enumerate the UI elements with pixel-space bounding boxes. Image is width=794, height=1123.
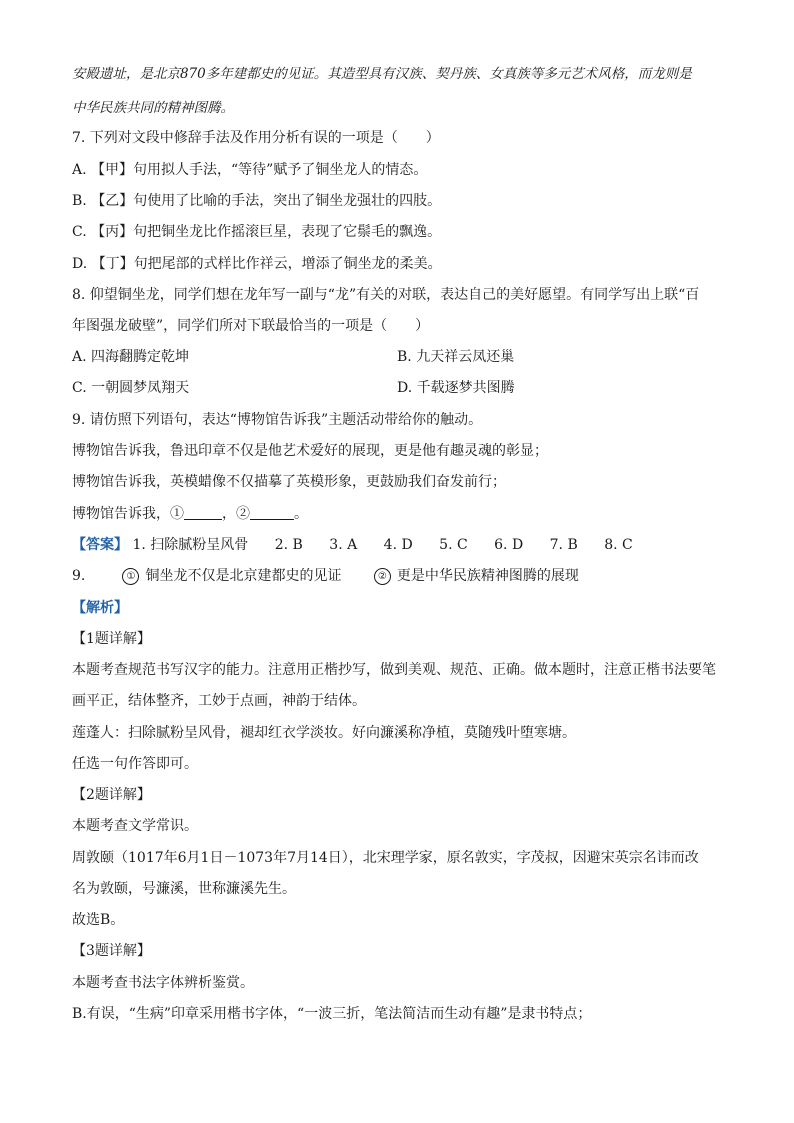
- q8-stem-1: 8. 仰望铜坐龙，同学们想在龙年写一副与“龙”有关的对联，表达自己的美好愿望。有同学写出上联“百: [72, 287, 700, 303]
- answer-item: 5. C: [439, 537, 468, 553]
- q7-option-a: A. 【甲】句用拟人手法，“等待”赋予了铜坐龙人的情态。: [72, 162, 428, 178]
- q9-blank-2: [250, 505, 294, 520]
- section-2-para-4: 故选B。: [72, 912, 125, 928]
- section-1-para-1: 本题考查规范书写汉字的能力。注意用正楷抄写，做到美观、规范、正确。做本题时，注意正楷书法要笔: [72, 662, 716, 678]
- answer-item: 7. B: [549, 537, 578, 553]
- answer-9-label: 9.: [72, 568, 86, 584]
- section-1-para-3: 莲蓬人：扫除腻粉呈风骨，褪却红衣学淡妆。好向濂溪称净植，莫随残叶堕寒塘。: [72, 725, 576, 741]
- q8-options-row-2: [72, 378, 722, 398]
- answer-line: [72, 535, 655, 555]
- answer-item: 1. 扫除腻粉呈风骨: [132, 537, 249, 553]
- q8-option-c: C. 一朝圆梦凤翔天: [72, 380, 190, 396]
- answer-item: 6. D: [494, 537, 524, 553]
- q7-option-d: D. 【丁】句把尾部的式样比作祥云，增添了铜坐龙的柔美。: [72, 256, 442, 272]
- q9-blank-1: [184, 505, 222, 520]
- section-2-para-3: 名为敦颐，号濂溪，世称濂溪先生。: [72, 881, 296, 897]
- section-3-para-1: 本题考查书法字体辨析鉴赏。: [72, 975, 254, 991]
- section-3-para-2: B.有误，“生病”印章采用楷书字体，“一波三折，笔法简洁而生动有趣”是隶书特点；: [72, 1006, 592, 1022]
- answer-item: 4. D: [383, 537, 413, 553]
- q8-stem-2: 年图强龙破壁”，同学们所对下联最恰当的一项是（ ）: [72, 318, 430, 334]
- answer-tag: 【答案】: [72, 537, 128, 553]
- section-2-heading: 【2题详解】: [72, 787, 151, 803]
- q9-fill-mid: ，②: [222, 506, 250, 522]
- section-1-heading: 【1题详解】: [72, 631, 151, 647]
- q8-option-a: A. 四海翻腾定乾坤: [72, 349, 190, 365]
- q7-option-b: B. 【乙】句使用了比喻的手法，突出了铜坐龙强壮的四肢。: [72, 193, 442, 209]
- q9-example-1: 博物馆告诉我，鲁迅印章不仅是他艺术爱好的展现，更是他有趣灵魂的彰显；: [72, 443, 548, 459]
- answer-9-marker-2: ②: [374, 568, 391, 585]
- answer-item: 8. C: [604, 537, 633, 553]
- intro-line-1: 安殿遗址，是北京870多年建都史的见证。其造型具有汉族、契丹族、女真族等多元艺术风格，而龙则是: [72, 66, 692, 82]
- section-1-para-2: 画平正，结体整齐，工妙于点画，神韵于结体。: [72, 693, 366, 709]
- q7-stem: 7. 下列对文段中修辞手法及作用分析有误的一项是（ ）: [72, 130, 440, 146]
- answer-9-part-1: 铜坐龙不仅是北京建都史的见证: [145, 568, 342, 584]
- answer-9-marker-1: ①: [122, 568, 139, 585]
- section-1-para-4: 任选一句作答即可。: [72, 756, 198, 772]
- section-3-heading: 【3题详解】: [72, 943, 151, 959]
- answer-item: 2. B: [274, 537, 303, 553]
- q9-example-2: 博物馆告诉我，英模蜡像不仅描摹了英模形象，更鼓励我们奋发前行；: [72, 474, 506, 490]
- section-2-para-1: 本题考查文学常识。: [72, 818, 198, 834]
- analysis-tag: 【解析】: [72, 600, 128, 616]
- q9-fill-prefix: 博物馆告诉我，①: [72, 506, 184, 522]
- answer-9-line: [72, 566, 579, 586]
- intro-line-2: 中华民族共同的精神图腾。: [72, 100, 234, 116]
- q8-option-d: D. 千载逐梦共图腾: [397, 380, 515, 396]
- q9-fill-end: 。: [294, 506, 308, 522]
- q8-option-b: B. 九天祥云凤还巢: [397, 349, 515, 365]
- q9-fill-line: [72, 504, 308, 524]
- q8-options-row-1: [72, 347, 722, 367]
- answer-9-part-2: 更是中华民族精神图腾的展现: [396, 568, 579, 584]
- q7-option-c: C. 【丙】句把铜坐龙比作摇滚巨星，表现了它鬃毛的飘逸。: [72, 224, 442, 240]
- section-2-para-2: 周敦颐（1017年6月1日－1073年7月14日），北宋理学家，原名敦实，字茂叔，因避宋英宗名讳而改: [72, 850, 699, 866]
- q9-stem: 9. 请仿照下列语句，表达“博物馆告诉我”主题活动带给你的触动。: [72, 412, 483, 428]
- answer-item: 3. A: [329, 537, 358, 553]
